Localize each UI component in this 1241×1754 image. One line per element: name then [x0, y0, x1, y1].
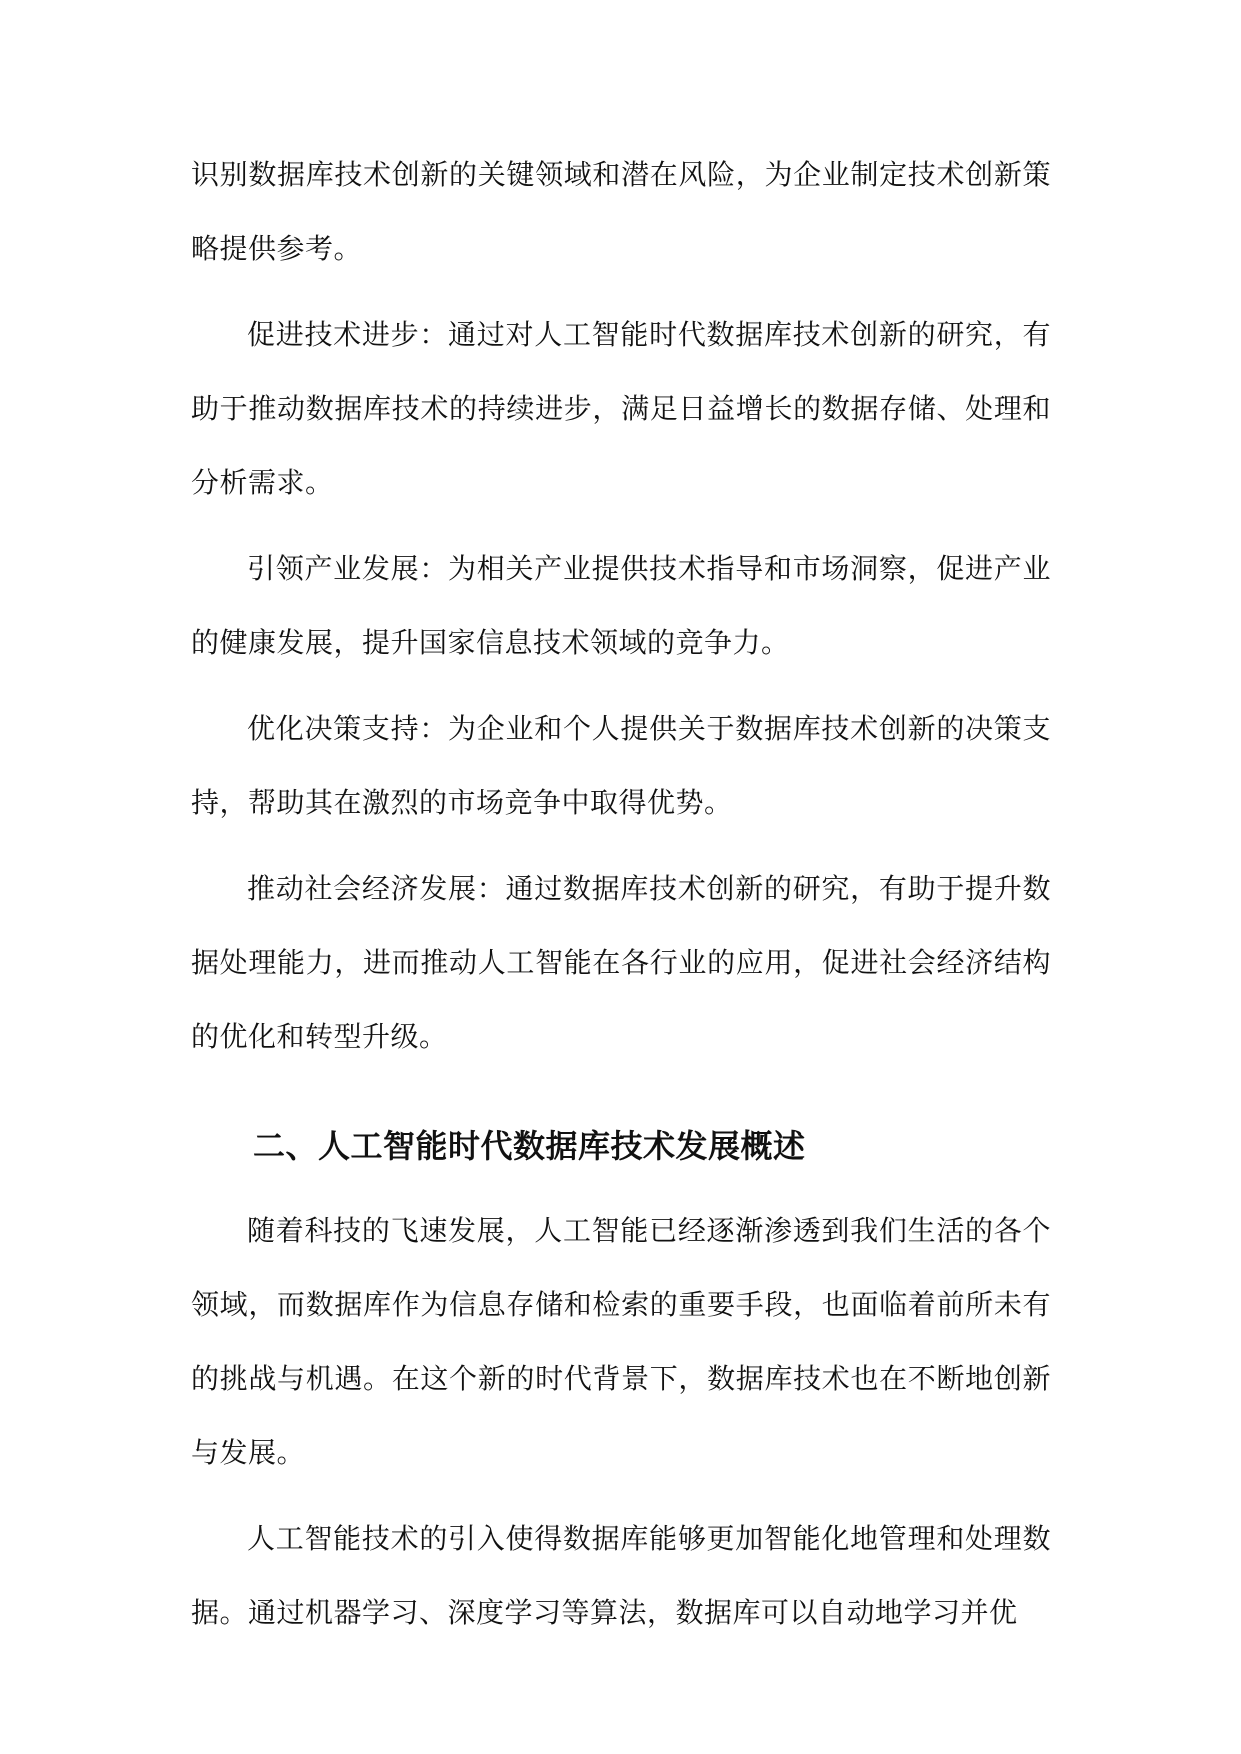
- paragraph-decision-support: 优化决策支持：为企业和个人提供关于数据库技术创新的决策支持，帮助其在激烈的市场竞争中取得优势。: [191, 712, 1051, 819]
- section-heading: 二、人工智能时代数据库技术发展概述: [253, 1127, 806, 1165]
- paragraph-socioeconomic: 推动社会经济发展：通过数据库技术创新的研究，有助于提升数据处理能力，进而推动人工智能在各行业的应用，促进社会经济结构的优化和转型升级。: [191, 872, 1051, 1053]
- document-body: [191, 138, 1051, 1662]
- paragraph-overview-intro: 随着科技的飞速发展，人工智能已经逐渐渗透到我们生活的各个领域，而数据库作为信息存储和检索的重要手段，也面临着前所未有的挑战与机遇。在这个新的时代背景下，数据库技术也在不断地创新与发展。: [191, 1214, 1051, 1469]
- paragraph-continuation: 识别数据库技术创新的关键领域和潜在风险，为企业制定技术创新策略提供参考。: [191, 158, 1051, 265]
- paragraph-promote-tech-progress: 促进技术进步：通过对人工智能时代数据库技术创新的研究，有助于推动数据库技术的持续进步，满足日益增长的数据存储、处理和分析需求。: [191, 318, 1051, 499]
- paragraph-ai-intelligent-db: 人工智能技术的引入使得数据库能够更加智能化地管理和处理数据。通过机器学习、深度学习等算法，数据库可以自动地学习并优: [191, 1522, 1051, 1629]
- paragraph-lead-industry: 引领产业发展：为相关产业提供技术指导和市场洞察，促进产业的健康发展，提升国家信息技术领域的竞争力。: [191, 552, 1051, 659]
